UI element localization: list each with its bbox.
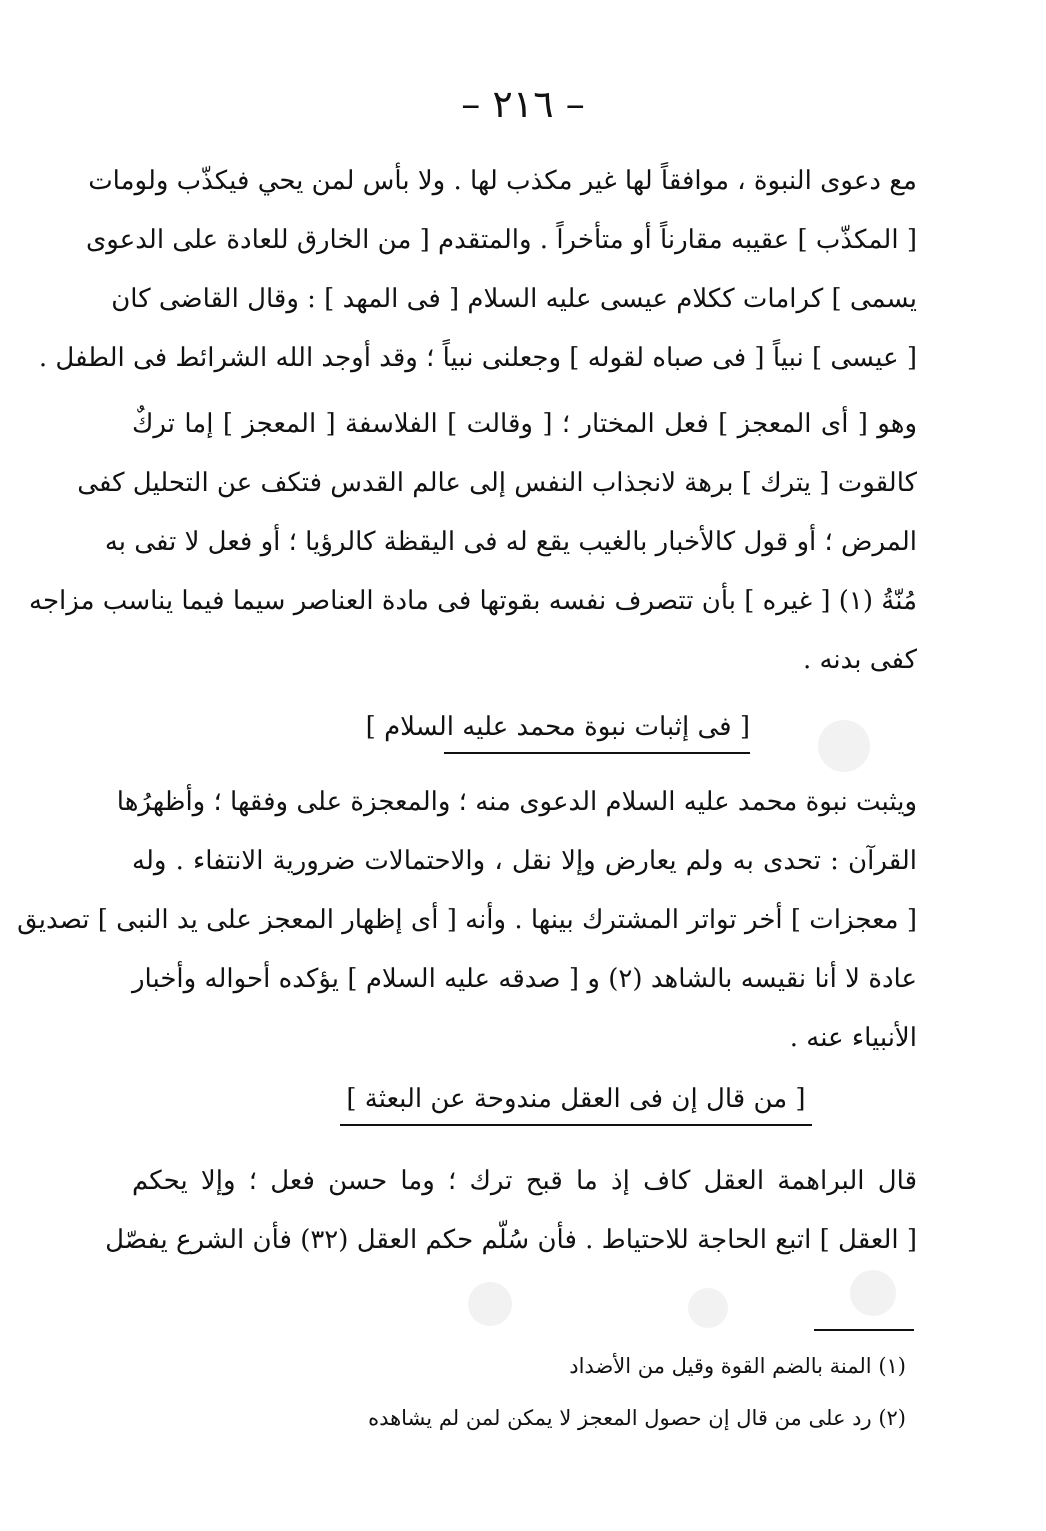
paragraph-2: [29, 395, 917, 690]
paragraph-1: [38, 152, 917, 388]
paragraph-4: [105, 1152, 917, 1270]
scan-speck: [468, 1282, 512, 1326]
text-line: [ عيسى ] نبياً [ فى صباه لقوله ] وجعلنى نبياً ؛ وقد أوجد الله الشرائط فى الطفل .: [38, 343, 917, 373]
text-line: القرآن : تحدى به ولم يعارض وإلا نقل ، والاحتمالات ضرورية الانتفاء . وله: [132, 846, 917, 876]
footnote: (١) المنة بالضم القوة وقيل من الأضداد: [569, 1354, 906, 1378]
page-number: – ٢١٦ –: [461, 82, 585, 126]
text-line: [ معجزات ] أخر تواتر المشترك بينها . وأنه [ أى إظهار المعجز على يد النبى ] تصديق: [17, 905, 917, 935]
footnote: (٢) رد على من قال إن حصول المعجز لا يمكن لمن لم يشاهده: [368, 1406, 906, 1430]
text-line: المرض ؛ أو قول كالأخبار بالغيب يقع له فى اليقظة كالرؤيا ؛ أو فعل لا تفى به: [104, 527, 917, 557]
text-line: [ العقل ] اتبع الحاجة للاحتياط . فأن سُلّم حكم العقل (٣٢) فأن الشرع يفصّل: [105, 1225, 917, 1255]
text-line: قال البراهمة العقل كاف إذ ما قبح ترك ؛ وما حسن فعل ؛ وإلا يحكم: [132, 1166, 917, 1196]
footnote-divider: [814, 1329, 914, 1331]
text-line: كالقوت [ يترك ] برهة لانجذاب النفس إلى عالم القدس فتكف عن التحليل كفى: [77, 468, 917, 498]
section-heading: [ فى إثبات نبوة محمد عليه السلام ]: [444, 702, 750, 754]
section-heading: [ من قال إن فى العقل مندوحة عن البعثة ]: [340, 1074, 812, 1126]
text-line: ويثبت نبوة محمد عليه السلام الدعوى منه ؛ والمعجزة على وفقها ؛ وأظهرُها: [116, 787, 917, 817]
footnotes: [306, 1340, 906, 1444]
text-line: مع دعوى النبوة ، موافقاً لها غير مكذب لها . ولا بأس لمن يحي فيكذّب ولومات: [88, 166, 917, 196]
text-line: مُنّةُ (١) [ غيره ] بأن تتصرف نفسه بقوتها فى مادة العناصر سيما فيما يناسب مزاجه: [29, 586, 917, 616]
scan-speck: [818, 720, 870, 772]
text-line: الأنبياء عنه .: [789, 1023, 917, 1053]
text-line: كفى بدنه .: [802, 645, 917, 675]
scan-speck: [688, 1288, 728, 1328]
scan-speck: [850, 1270, 896, 1316]
text-line: عادة لا أنا نقيسه بالشاهد (٢) و [ صدقه عليه السلام ] يؤكده أحواله وأخبار: [132, 964, 917, 994]
text-line: وهو [ أى المعجز ] فعل المختار ؛ [ وقالت ] الفلاسفة [ المعجز ] إما تركٌ: [132, 409, 917, 439]
text-line: [ المكذّب ] عقيبه مقارناً أو متأخراً . والمتقدم [ من الخارق للعادة على الدعوى: [85, 225, 917, 255]
text-line: يسمى ] كرامات ككلام عيسى عليه السلام [ فى المهد ] : وقال القاضى كان: [111, 284, 917, 314]
paragraph-3: [17, 773, 917, 1068]
